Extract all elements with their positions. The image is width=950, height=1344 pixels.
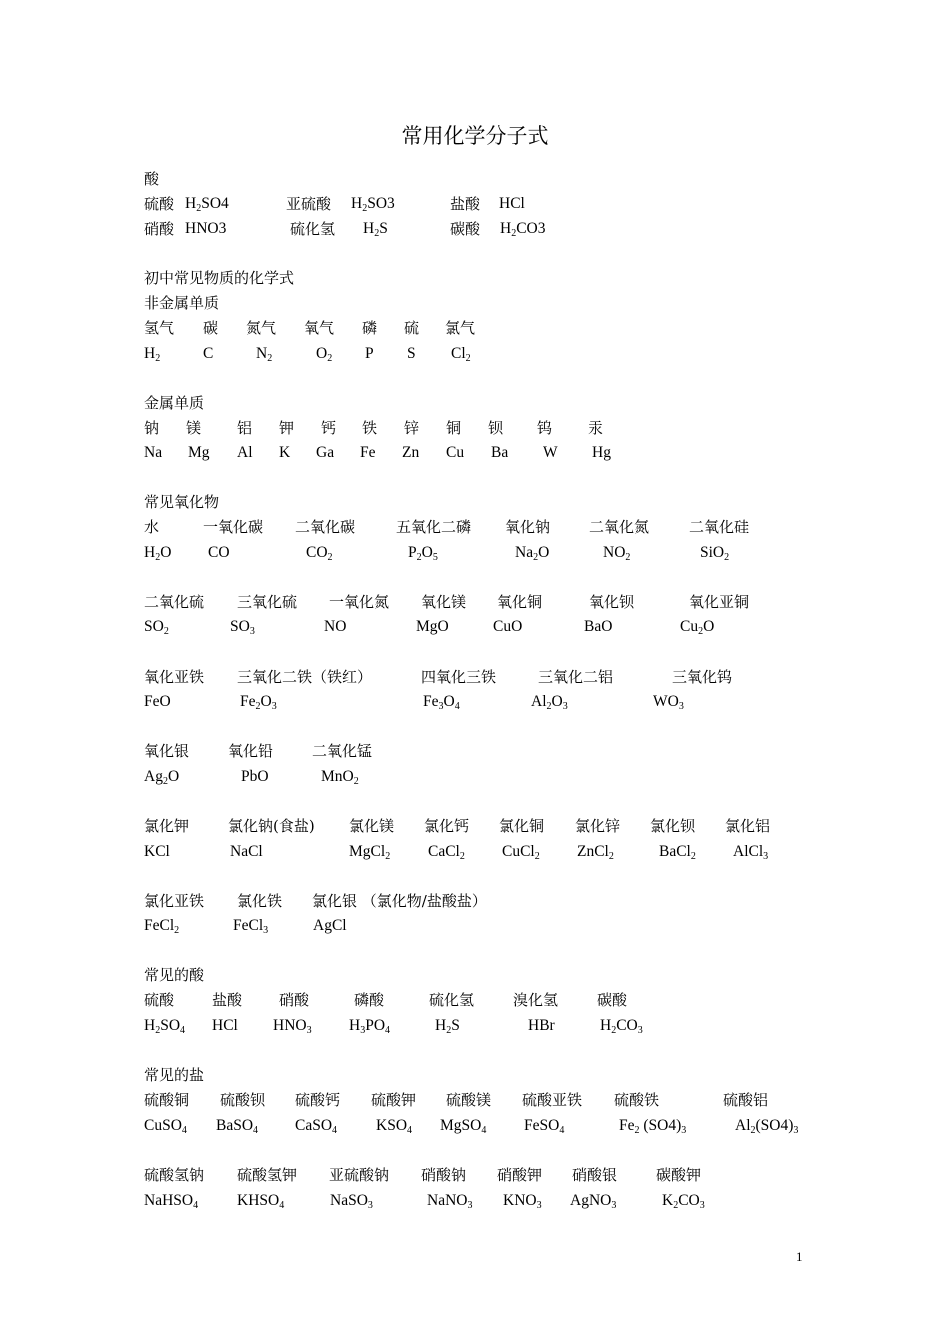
substance-name: 碳酸 bbox=[597, 991, 628, 1009]
chemical-formula: NO bbox=[324, 618, 347, 635]
text-line bbox=[0, 515, 950, 539]
text-line bbox=[0, 416, 950, 440]
substance-name: 氯气 bbox=[445, 319, 476, 337]
chemical-formula: $KHSO_4$ bbox=[237, 1192, 285, 1211]
substance-name: 非金属单质 bbox=[144, 294, 220, 312]
substance-name: 氧化亚铜 bbox=[689, 593, 750, 611]
chemical-formula: CO bbox=[208, 544, 230, 561]
substance-name: 酸 bbox=[144, 170, 160, 188]
substance-name: 硫化氢 bbox=[429, 991, 475, 1009]
substance-name: 三氧化二铁（铁红） bbox=[237, 668, 373, 686]
chemical-formula: ZnCl$_2$ bbox=[577, 843, 614, 862]
substance-name: 氯化银 （氯化物/盐酸盐） bbox=[312, 892, 487, 910]
chemical-formula: CuSO$_4$ bbox=[144, 1117, 187, 1136]
chemical-formula: $SO_2$ bbox=[144, 618, 169, 637]
substance-name: 硫酸亚铁 bbox=[522, 1091, 583, 1109]
substance-name: 氯化钾 bbox=[144, 817, 190, 835]
chemical-formula: $H_2O$ bbox=[144, 544, 172, 563]
substance-name: 亚硫酸钠 bbox=[329, 1166, 390, 1184]
text-line bbox=[0, 615, 950, 639]
substance-name: 钡 bbox=[488, 419, 504, 437]
chemical-formula: $Cl_2$ bbox=[451, 345, 471, 364]
substance-name: 镁 bbox=[186, 419, 202, 437]
substance-name: 氮气 bbox=[246, 319, 277, 337]
chemical-formula: $N_2$ bbox=[256, 345, 273, 364]
substance-name: 常见的酸 bbox=[144, 966, 205, 984]
chemical-formula: $Na_2O$ bbox=[515, 544, 550, 563]
substance-name: 磷 bbox=[362, 319, 378, 337]
chemical-formula: $H_2CO_3$ bbox=[600, 1017, 643, 1036]
chemical-formula: AlCl$_3$ bbox=[733, 843, 769, 862]
chemical-formula: HNO3 bbox=[185, 220, 227, 237]
chemical-formula: Zn bbox=[402, 444, 420, 461]
substance-name: 硫酸铝 bbox=[723, 1091, 769, 1109]
text-line bbox=[0, 988, 950, 1012]
chemical-formula: $H_2S$ bbox=[363, 220, 388, 239]
substance-name: 氯化铁 bbox=[237, 892, 283, 910]
chemical-formula: HBr bbox=[528, 1017, 555, 1034]
chemical-formula: S bbox=[407, 345, 416, 362]
text-line bbox=[0, 1088, 950, 1112]
substance-name: 铜 bbox=[446, 419, 462, 437]
chemical-formula: Ba bbox=[491, 444, 509, 461]
substance-name: 氯化镁 bbox=[349, 817, 395, 835]
substance-name: 氯化亚铁 bbox=[144, 892, 205, 910]
substance-name: 水 bbox=[144, 518, 160, 536]
substance-name: 氯化钙 bbox=[424, 817, 470, 835]
chemical-formula: Hg bbox=[592, 444, 611, 461]
chemical-formula: $Al_2(SO4)_3$ bbox=[735, 1117, 799, 1136]
substance-name: 盐酸 bbox=[450, 195, 481, 213]
text-line bbox=[0, 1189, 950, 1213]
text-line bbox=[0, 814, 950, 838]
substance-name: 硫酸 bbox=[144, 195, 175, 213]
substance-name: 氢气 bbox=[144, 319, 175, 337]
chemical-formula: BaCl$_2$ bbox=[659, 843, 696, 862]
substance-name: 硫酸钙 bbox=[295, 1091, 341, 1109]
text-line bbox=[0, 441, 950, 465]
substance-name: 氯化钠(食盐) bbox=[228, 817, 315, 835]
text-line bbox=[0, 266, 950, 290]
chemical-formula: $SO_3$ bbox=[230, 618, 255, 637]
substance-name: 常见的盐 bbox=[144, 1066, 205, 1084]
text-line bbox=[0, 1163, 950, 1187]
text-line bbox=[0, 167, 950, 191]
substance-name: 硫酸钾 bbox=[371, 1091, 417, 1109]
chemical-formula: $O_2$ bbox=[316, 345, 333, 364]
chemical-formula: MgSO$_4$ bbox=[440, 1117, 487, 1136]
text-line bbox=[0, 690, 950, 714]
chemical-formula: CuO bbox=[493, 618, 523, 635]
chemical-formula: Al bbox=[237, 444, 253, 461]
chemical-formula: NaNO$_3$ bbox=[427, 1192, 473, 1211]
chemical-formula: CuCl$_2$ bbox=[502, 843, 540, 862]
chemical-formula: AgCl bbox=[313, 917, 347, 934]
substance-name: 碳酸钾 bbox=[656, 1166, 702, 1184]
chemical-formula: Cu bbox=[446, 444, 465, 461]
chemical-formula: CaSO$_4$ bbox=[295, 1117, 338, 1136]
text-line bbox=[0, 590, 950, 614]
substance-name: 盐酸 bbox=[212, 991, 243, 1009]
substance-name: 氯化铜 bbox=[499, 817, 545, 835]
substance-name: 亚硫酸 bbox=[286, 195, 332, 213]
text-line bbox=[0, 765, 950, 789]
substance-name: 汞 bbox=[588, 419, 604, 437]
chemical-formula: W bbox=[543, 444, 558, 461]
substance-name: 三氧化二铝 bbox=[538, 668, 614, 686]
substance-name: 一氧化碳 bbox=[203, 518, 264, 536]
text-line bbox=[0, 665, 950, 689]
chemical-formula: $P_2O_5$ bbox=[408, 544, 438, 563]
substance-name: 硝酸钠 bbox=[421, 1166, 467, 1184]
substance-name: 硝酸 bbox=[279, 991, 310, 1009]
chemical-formula: CaCl$_2$ bbox=[428, 843, 465, 862]
chemical-formula: $HNO_3$ bbox=[273, 1017, 312, 1036]
chemical-formula: MnO$_2$ bbox=[321, 768, 359, 787]
substance-name: 二氧化硫 bbox=[144, 593, 205, 611]
chemical-formula: HCl bbox=[499, 195, 525, 212]
substance-name: 硫酸铁 bbox=[614, 1091, 660, 1109]
chemical-formula: $NO_2$ bbox=[603, 544, 631, 563]
chemical-formula: $H_2$ bbox=[144, 345, 161, 364]
chemical-formula: $Fe_2O_3$ bbox=[240, 693, 277, 712]
substance-name: 硝酸 bbox=[144, 220, 175, 238]
chemical-formula: AgNO$_3$ bbox=[570, 1192, 617, 1211]
chemical-formula: $WO_3$ bbox=[653, 693, 684, 712]
substance-name: 三氧化硫 bbox=[237, 593, 298, 611]
chemical-formula: FeCl$_3$ bbox=[233, 917, 269, 936]
text-line bbox=[0, 963, 950, 987]
chemical-formula: Mg bbox=[188, 444, 210, 461]
substance-name: 磷酸 bbox=[354, 991, 385, 1009]
text-line bbox=[0, 739, 950, 763]
chemical-formula: $Fe_2$ $(SO4)_3$ bbox=[619, 1117, 687, 1136]
chemical-formula: NaSO$_3$ bbox=[330, 1192, 373, 1211]
chemical-formula: PbO bbox=[241, 768, 269, 785]
text-line bbox=[0, 291, 950, 315]
substance-name: 硫酸氢钠 bbox=[144, 1166, 205, 1184]
chemical-formula: FeCl$_2$ bbox=[144, 917, 180, 936]
chemical-formula: $Fe_3O_4$ bbox=[423, 693, 460, 712]
chemical-formula: $H_2SO3$ bbox=[351, 195, 395, 214]
chemical-formula: Fe bbox=[360, 444, 376, 461]
text-line bbox=[0, 914, 950, 938]
text-line bbox=[0, 1014, 950, 1038]
chemical-formula: $H_2S$ bbox=[435, 1017, 460, 1036]
substance-name: 氧化亚铁 bbox=[144, 668, 205, 686]
substance-name: 硝酸钾 bbox=[497, 1166, 543, 1184]
substance-name: 硫酸铜 bbox=[144, 1091, 190, 1109]
substance-name: 一氧化氮 bbox=[329, 593, 390, 611]
text-line bbox=[0, 1114, 950, 1138]
chemical-formula: Na bbox=[144, 444, 163, 461]
substance-name: 二氧化碳 bbox=[295, 518, 356, 536]
text-line bbox=[0, 391, 950, 415]
text-line bbox=[0, 192, 950, 216]
chemical-formula: MgO bbox=[416, 618, 449, 635]
chemical-formula: HCl bbox=[212, 1017, 238, 1034]
substance-name: 钨 bbox=[537, 419, 553, 437]
substance-name: 钾 bbox=[279, 419, 295, 437]
substance-name: 溴化氢 bbox=[513, 991, 559, 1009]
substance-name: 二氧化氮 bbox=[589, 518, 650, 536]
substance-name: 锌 bbox=[404, 419, 420, 437]
substance-name: 二氧化硅 bbox=[689, 518, 750, 536]
chemical-formula: SiO$_2$ bbox=[700, 544, 730, 563]
page-title: 常用化学分子式 bbox=[401, 124, 549, 148]
text-line bbox=[0, 217, 950, 241]
substance-name: 五氧化二磷 bbox=[396, 518, 472, 536]
substance-name: 铝 bbox=[237, 419, 253, 437]
substance-name: 钙 bbox=[321, 419, 337, 437]
chemical-formula: $KSO_4$ bbox=[376, 1117, 413, 1136]
chemical-formula: $H_2SO_4$ bbox=[144, 1017, 186, 1036]
chemical-formula: Ga bbox=[316, 444, 335, 461]
chemical-formula: K bbox=[279, 444, 291, 461]
substance-name: 金属单质 bbox=[144, 394, 205, 412]
substance-name: 碳 bbox=[203, 319, 219, 337]
chemical-formula: $H_2SO4$ bbox=[185, 195, 229, 214]
text-line bbox=[0, 840, 950, 864]
chemical-formula: BaO bbox=[584, 618, 613, 635]
substance-name: 碳酸 bbox=[450, 220, 481, 238]
substance-name: 氯化铝 bbox=[725, 817, 771, 835]
chemical-formula: $Al_2O_3$ bbox=[531, 693, 568, 712]
substance-name: 铁 bbox=[362, 419, 378, 437]
substance-name: 氧化钠 bbox=[505, 518, 551, 536]
chemical-formula: C bbox=[203, 345, 214, 362]
substance-name: 氧化银 bbox=[144, 742, 190, 760]
substance-name: 硫酸氢钾 bbox=[237, 1166, 298, 1184]
substance-name: 初中常见物质的化学式 bbox=[144, 269, 295, 287]
chemical-formula: $CO_2$ bbox=[306, 544, 333, 563]
substance-name: 氧化钡 bbox=[589, 593, 635, 611]
substance-name: 硫酸钡 bbox=[220, 1091, 266, 1109]
substance-name: 氧化铅 bbox=[228, 742, 274, 760]
substance-name: 硝酸银 bbox=[572, 1166, 618, 1184]
chemical-formula: NaCl bbox=[230, 843, 263, 860]
substance-name: 氧气 bbox=[304, 319, 335, 337]
text-line bbox=[0, 1063, 950, 1087]
substance-name: 二氧化锰 bbox=[312, 742, 373, 760]
chemical-formula: $Cu_2O$ bbox=[680, 618, 715, 637]
text-line bbox=[0, 490, 950, 514]
substance-name: 钠 bbox=[144, 419, 160, 437]
chemical-formula: $Ag_2O$ bbox=[144, 768, 180, 787]
substance-name: 氧化镁 bbox=[421, 593, 467, 611]
text-line bbox=[0, 342, 950, 366]
substance-name: 硫酸镁 bbox=[446, 1091, 492, 1109]
chemical-formula: $KNO_3$ bbox=[503, 1192, 542, 1211]
substance-name: 硫化氢 bbox=[290, 220, 336, 238]
text-line bbox=[0, 889, 950, 913]
page-number: 1 bbox=[796, 1249, 803, 1264]
chemical-formula: FeSO$_4$ bbox=[524, 1117, 565, 1136]
chemical-formula: $H_3PO_4$ bbox=[349, 1017, 391, 1036]
substance-name: 硫酸 bbox=[144, 991, 175, 1009]
substance-name: 氯化钡 bbox=[650, 817, 696, 835]
substance-name: 常见氧化物 bbox=[144, 493, 220, 511]
chemical-formula: BaSO$_4$ bbox=[216, 1117, 259, 1136]
substance-name: 四氧化三铁 bbox=[421, 668, 497, 686]
chemical-formula: NaHSO$_4$ bbox=[144, 1192, 199, 1211]
substance-name: 三氧化钨 bbox=[672, 668, 733, 686]
chemical-formula: MgCl$_2$ bbox=[349, 843, 391, 862]
substance-name: 氯化锌 bbox=[575, 817, 621, 835]
chemical-formula: $K_2CO_3$ bbox=[662, 1192, 705, 1211]
chemical-formula: FeO bbox=[144, 693, 171, 710]
substance-name: 氧化铜 bbox=[497, 593, 543, 611]
substance-name: 硫 bbox=[404, 319, 420, 337]
text-line bbox=[0, 316, 950, 340]
chemical-formula: KCl bbox=[144, 843, 170, 860]
chemical-formula: $H_2CO3$ bbox=[500, 220, 546, 239]
text-line bbox=[0, 541, 950, 565]
chemical-formula: P bbox=[365, 345, 374, 362]
